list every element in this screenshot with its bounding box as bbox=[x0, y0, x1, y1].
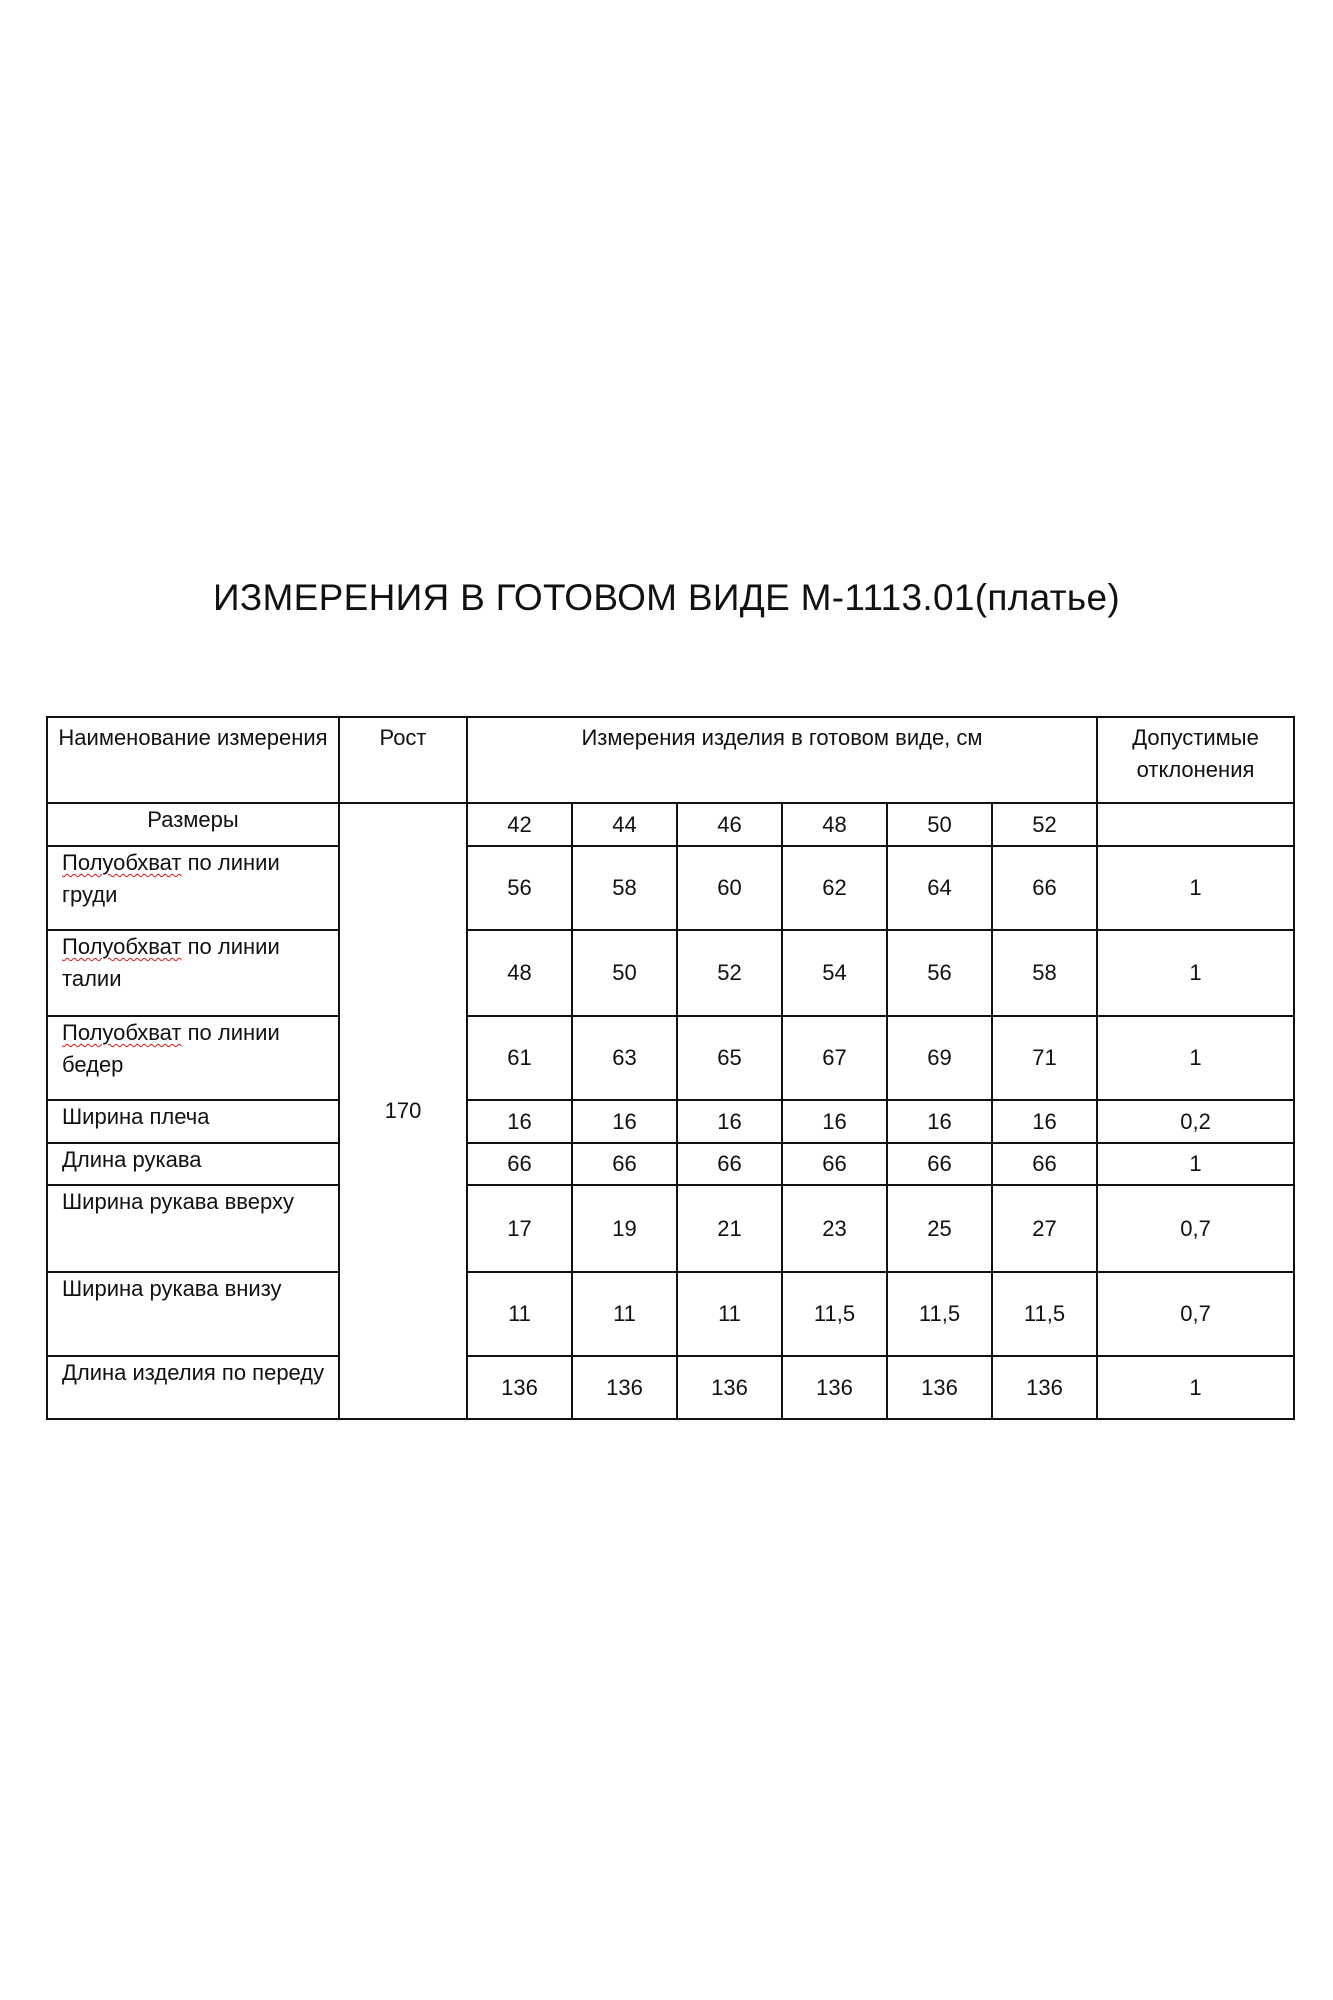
value-cell: 54 bbox=[782, 930, 887, 1016]
value-cell: 56 bbox=[467, 846, 572, 930]
header-tolerance: Допустимые отклонения bbox=[1097, 717, 1294, 803]
value-cell: 19 bbox=[572, 1185, 677, 1272]
row-name-text: Длина изделия по переду bbox=[62, 1360, 325, 1385]
size-cell: 52 bbox=[992, 803, 1097, 846]
value-cell: 11,5 bbox=[992, 1272, 1097, 1356]
tolerance-cell: 1 bbox=[1097, 1143, 1294, 1185]
row-name-text: по линии бедер bbox=[62, 1020, 280, 1077]
row-name-text: по линии талии bbox=[62, 934, 280, 991]
spellcheck-word: Полуобхват bbox=[62, 1020, 182, 1045]
value-cell: 16 bbox=[782, 1100, 887, 1143]
size-tolerance-empty bbox=[1097, 803, 1294, 846]
value-cell: 136 bbox=[677, 1356, 782, 1419]
page-title: ИЗМЕРЕНИЯ В ГОТОВОМ ВИДЕ М-1113.01(платье) bbox=[213, 577, 1120, 618]
value-cell: 23 bbox=[782, 1185, 887, 1272]
value-cell: 64 bbox=[887, 846, 992, 930]
tolerance-cell: 1 bbox=[1097, 1356, 1294, 1419]
table-row bbox=[47, 846, 1294, 930]
value-cell: 52 bbox=[677, 930, 782, 1016]
value-cell: 71 bbox=[992, 1016, 1097, 1100]
table-row bbox=[47, 1356, 1294, 1419]
value-cell: 66 bbox=[572, 1143, 677, 1185]
row-name-text: по линии груди bbox=[62, 850, 280, 907]
value-cell: 69 bbox=[887, 1016, 992, 1100]
value-cell: 67 bbox=[782, 1016, 887, 1100]
value-cell: 11,5 bbox=[782, 1272, 887, 1356]
size-cell: 42 bbox=[467, 803, 572, 846]
row-name-text: Ширина плеча bbox=[62, 1104, 210, 1129]
value-cell: 56 bbox=[887, 930, 992, 1016]
tolerance-cell: 1 bbox=[1097, 846, 1294, 930]
spellcheck-word: Полуобхват bbox=[62, 934, 182, 959]
row-name-text: Длина рукава bbox=[62, 1147, 202, 1172]
value-cell: 21 bbox=[677, 1185, 782, 1272]
row-name bbox=[47, 1143, 339, 1185]
size-cell: 48 bbox=[782, 803, 887, 846]
value-cell: 136 bbox=[467, 1356, 572, 1419]
value-cell: 136 bbox=[572, 1356, 677, 1419]
value-cell: 65 bbox=[677, 1016, 782, 1100]
value-cell: 16 bbox=[992, 1100, 1097, 1143]
row-name bbox=[47, 846, 339, 930]
value-cell: 136 bbox=[992, 1356, 1097, 1419]
table-row bbox=[47, 1185, 1294, 1272]
value-cell: 66 bbox=[467, 1143, 572, 1185]
value-cell: 16 bbox=[887, 1100, 992, 1143]
value-cell: 66 bbox=[992, 846, 1097, 930]
table-row bbox=[47, 1143, 1294, 1185]
value-cell: 11 bbox=[572, 1272, 677, 1356]
value-cell: 16 bbox=[677, 1100, 782, 1143]
value-cell: 66 bbox=[782, 1143, 887, 1185]
header-height: Рост bbox=[339, 717, 467, 803]
value-cell: 27 bbox=[992, 1185, 1097, 1272]
value-cell: 136 bbox=[887, 1356, 992, 1419]
value-cell: 16 bbox=[467, 1100, 572, 1143]
table-row bbox=[47, 1016, 1294, 1100]
row-name bbox=[47, 930, 339, 1016]
value-cell: 61 bbox=[467, 1016, 572, 1100]
sizes-label: Размеры bbox=[47, 803, 339, 846]
value-cell: 66 bbox=[677, 1143, 782, 1185]
value-cell: 16 bbox=[572, 1100, 677, 1143]
value-cell: 11 bbox=[677, 1272, 782, 1356]
row-name-text: Ширина рукава вверху bbox=[62, 1189, 294, 1214]
value-cell: 136 bbox=[782, 1356, 887, 1419]
header-name: Наименование измерения bbox=[47, 717, 339, 803]
measurements-table bbox=[46, 716, 1295, 1420]
row-name bbox=[47, 1185, 339, 1272]
value-cell: 11,5 bbox=[887, 1272, 992, 1356]
value-cell: 60 bbox=[677, 846, 782, 930]
table-row bbox=[47, 930, 1294, 1016]
height-value: 170 bbox=[339, 803, 467, 1419]
value-cell: 50 bbox=[572, 930, 677, 1016]
header-measurements: Измерения изделия в готовом виде, см bbox=[467, 717, 1097, 803]
table-row bbox=[47, 1272, 1294, 1356]
sizes-row bbox=[47, 803, 1294, 846]
value-cell: 66 bbox=[887, 1143, 992, 1185]
table-row bbox=[47, 1100, 1294, 1143]
value-cell: 66 bbox=[992, 1143, 1097, 1185]
tolerance-cell: 0,2 bbox=[1097, 1100, 1294, 1143]
value-cell: 62 bbox=[782, 846, 887, 930]
spellcheck-word: Полуобхват bbox=[62, 850, 182, 875]
row-name bbox=[47, 1356, 339, 1419]
row-name bbox=[47, 1100, 339, 1143]
row-name bbox=[47, 1272, 339, 1356]
tolerance-cell: 0,7 bbox=[1097, 1272, 1294, 1356]
tolerance-cell: 0,7 bbox=[1097, 1185, 1294, 1272]
row-name bbox=[47, 1016, 339, 1100]
value-cell: 48 bbox=[467, 930, 572, 1016]
tolerance-cell: 1 bbox=[1097, 1016, 1294, 1100]
size-cell: 50 bbox=[887, 803, 992, 846]
tolerance-cell: 1 bbox=[1097, 930, 1294, 1016]
size-cell: 44 bbox=[572, 803, 677, 846]
value-cell: 58 bbox=[572, 846, 677, 930]
value-cell: 25 bbox=[887, 1185, 992, 1272]
size-cell: 46 bbox=[677, 803, 782, 846]
value-cell: 11 bbox=[467, 1272, 572, 1356]
header-row bbox=[47, 717, 1294, 803]
row-name-text: Ширина рукава внизу bbox=[62, 1276, 282, 1301]
value-cell: 63 bbox=[572, 1016, 677, 1100]
value-cell: 17 bbox=[467, 1185, 572, 1272]
value-cell: 58 bbox=[992, 930, 1097, 1016]
